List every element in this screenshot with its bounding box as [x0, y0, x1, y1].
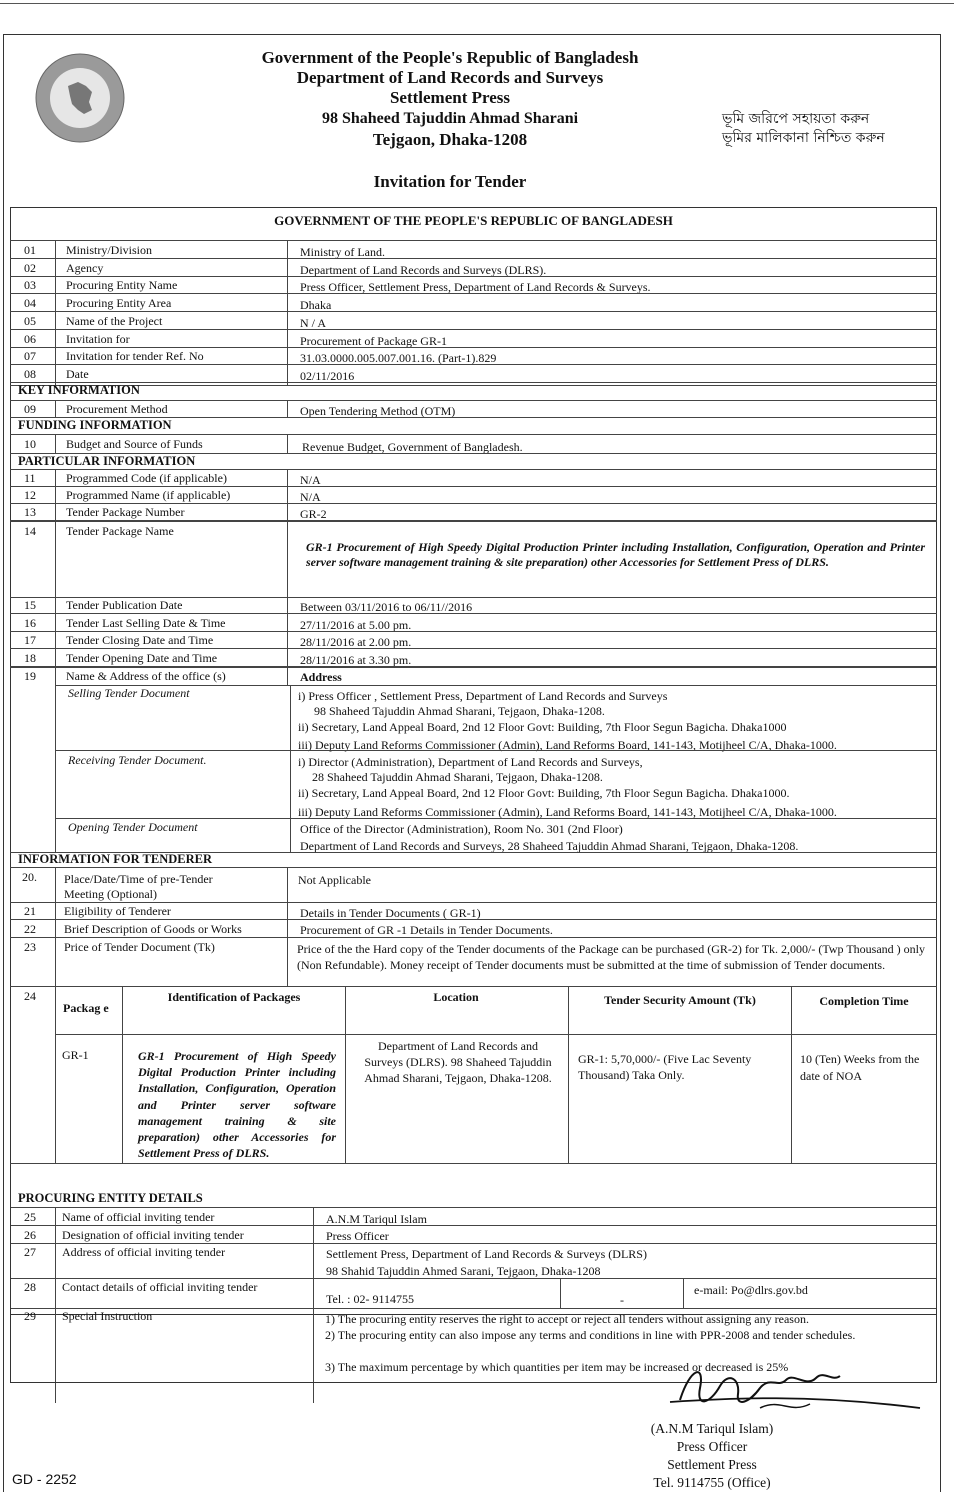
rows_part-label: Programmed Name (if applicable) [66, 488, 231, 502]
signatory-tel: Tel. 9114755 (Office) [653, 1475, 771, 1490]
section-procuring-entity-details: PROCURING ENTITY DETAILS [18, 1191, 203, 1205]
rows_top-no: 08 [24, 366, 36, 381]
rows_dates-no: 17 [24, 633, 36, 647]
selling-line: iii) Deputy Land Reforms Commissioner (Admin), Land Reforms Board, 141-143, Motijheel C/A, Dhaka-1000. [298, 738, 837, 752]
rows_top-label: Procuring Entity Area [66, 296, 172, 311]
header-line-3: Settlement Press [389, 88, 511, 107]
row-26-label: Designation of official inviting tender [62, 1228, 244, 1242]
rows_top-no: 07 [24, 349, 36, 364]
rows_top-label: Name of the Project [66, 313, 163, 328]
row-23-no: 23 [24, 940, 36, 954]
rows_dates-no: 15 [24, 598, 36, 612]
rows_top-value: Ministry of Land. [300, 245, 385, 259]
row-21-value: Details in Tender Documents ( GR-1) [300, 906, 481, 920]
row-27-label: Address of official inviting tender [62, 1245, 226, 1259]
header-line-2: Department of Land Records and Surveys [296, 68, 604, 87]
row-28-label: Contact details of official inviting tender [62, 1280, 258, 1294]
signatory-name: (A.N.M Tariqul Islam) [650, 1421, 774, 1436]
row-09-no: 09 [24, 402, 36, 416]
receiving-line: 28 Shaheed Tajuddin Ahmad Sharani, Tejgaon, Dhaka-1208. [312, 770, 603, 784]
identification-cell: GR-1 Procurement of High Speedy Digital Production Printer including Installation, Configuration, Operation and Printer server software management training & site preparation) other Accessories for Settlement Press of DLRS. [138, 1049, 336, 1161]
row-10-no: 10 [24, 437, 36, 451]
rows_top-label: Ministry/Division [66, 243, 153, 257]
rows_top-no: 02 [24, 260, 36, 275]
row-28-email: e-mail: Po@dlrs.gov.bd [694, 1283, 808, 1297]
rows_top-label: Invitation for [66, 331, 130, 346]
header-line-1: Government of the People's Republic of Bangladesh [261, 48, 639, 67]
rows_top-label: Procuring Entity Name [66, 278, 178, 293]
selling-line: 98 Shaheed Tajuddin Ahmad Sharani, Tejgaon, Dhaka-1208. [314, 704, 605, 718]
row-25-label: Name of official inviting tender [62, 1210, 215, 1224]
selling-line: ii) Secretary, Land Appeal Board, 2nd 12 Floor Govt: Building, 7th Floor Segun Bagicha. Dhaka1000 [298, 720, 787, 734]
row-29-no: 29 [24, 1309, 36, 1323]
row-28-dash: - [620, 1293, 624, 1307]
rows_top-value: 31.03.0000.005.007.001.16. (Part-1).829 [300, 351, 497, 366]
rows_top-value: Dhaka [300, 298, 332, 313]
rows_part-no: 11 [24, 471, 36, 485]
rows_top-value: Press Officer, Settlement Press, Department of Land Records & Surveys. [300, 280, 651, 295]
signature-icon [610, 1358, 940, 1424]
package-cell: GR-1 [62, 1048, 89, 1062]
rows_top-value: Procurement of Package GR-1 [300, 333, 447, 348]
rows_dates-value: 27/11/2016 at 5.00 pm. [300, 617, 412, 632]
opening-line: Office of the Director (Administration), Room No. 301 (2nd Floor) [300, 822, 623, 836]
rows_top-value: 02/11/2016 [300, 368, 355, 383]
signatory-office: Settlement Press [667, 1457, 757, 1472]
rows_top-value: N / A [300, 315, 327, 330]
completion-cell: 10 (Ten) Weeks from the date of NOA [800, 1052, 920, 1083]
row-29-label: Special Instruction [62, 1309, 153, 1323]
location-cell: Department of Land Records and Surveys (DLRS). 98 Shaheed Tajuddin Ahmad Sharani, Tejgaon, Dhaka-1208. [364, 1039, 552, 1085]
opening-line: Department of Land Records and Surveys, 28 Shaheed Tajuddin Ahmad Sharani, Tejgaon, Dhaka-1208. [300, 839, 799, 853]
rows_dates-label: Tender Last Selling Date & Time [66, 615, 226, 630]
rows_dates-label: Tender Closing Date and Time [66, 633, 214, 647]
row-09-value: Open Tendering Method (OTM) [300, 404, 456, 418]
rows_top-no: 04 [24, 296, 36, 311]
section-particular-information: PARTICULAR INFORMATION [18, 454, 196, 468]
receiving-label: Receiving Tender Document. [68, 753, 207, 767]
row-26-no: 26 [24, 1228, 36, 1242]
top-rule [0, 3, 954, 4]
row-22-label: Brief Description of Goods or Works [64, 922, 242, 936]
rows_dates-no: 16 [24, 615, 36, 630]
signatory-title: Press Officer [676, 1439, 748, 1454]
footer-code: GD - 2252 [12, 1471, 77, 1487]
row-21-label: Eligibility of Tenderer [64, 904, 171, 918]
row-24-no: 24 [24, 989, 36, 1003]
row-20-no: 20. [22, 870, 37, 884]
opening-label: Opening Tender Document [68, 820, 198, 834]
bangla-slogan-1: ভূমি জরিপে সহায়তা করুন [722, 111, 870, 127]
selling-label: Selling Tender Document [68, 686, 190, 700]
col-header-location: Location [433, 990, 479, 1004]
rows_part-value: N/A [300, 490, 321, 504]
row-27-value: 98 Shahid Tajuddin Ahmed Sarani, Tejgaon, Dhaka-1208 [326, 1264, 601, 1278]
rows_dates-label: Tender Opening Date and Time [66, 650, 218, 665]
row-21-no: 21 [24, 904, 36, 918]
row-20-value: Not Applicable [298, 873, 371, 887]
receiving-line: i) Director (Administration), Department of Land Records and Surveys, [298, 755, 643, 769]
rows_top-no: 01 [24, 243, 36, 257]
row-27-no: 27 [24, 1245, 36, 1259]
section-funding-information: FUNDING INFORMATION [18, 418, 172, 432]
section-key-information: KEY INFORMATION [18, 383, 140, 397]
row-25-value: A.N.M Tariqul Islam [326, 1212, 427, 1226]
instruction-item: 3) The maximum percentage by which quantities per item may be increased or decreased is 25% [325, 1360, 789, 1374]
row-22-no: 22 [24, 922, 36, 936]
col-header-identification: Identification of Packages [167, 990, 301, 1004]
row-09-label: Procurement Method [66, 402, 168, 416]
table-title: GOVERNMENT OF THE PEOPLE'S REPUBLIC OF BANGLADESH [274, 213, 673, 228]
rows_dates-no: 18 [24, 650, 36, 665]
rows_part-value: N/A [300, 473, 321, 487]
rows_top-label: Agency [66, 260, 104, 275]
row-20-label: Meeting (Optional) [64, 887, 157, 901]
instruction-item: 1) The procuring entity reserves the right to accept or reject all tenders without assigning any reason. [325, 1312, 809, 1326]
row-23-value: Price of the the Hard copy of the Tender documents of the Package can be purchased (GR-2) for Tk. 2,000/- (Twp Thousand ) only (Non Refundable). Money receipt of Tender documents must be submitted at the time of submission of Tender documents. [297, 942, 925, 972]
row-28-tel: Tel. : 02- 9114755 [326, 1292, 415, 1306]
row-14-label: Tender Package Name [66, 524, 174, 538]
rows_part-label: Tender Package Number [66, 505, 185, 519]
rows_top-no: 05 [24, 313, 36, 328]
rows_dates-label: Tender Publication Date [66, 598, 183, 612]
procuring-box [10, 1187, 937, 1383]
rows_dates-value: 28/11/2016 at 3.30 pm. [300, 652, 412, 667]
rows_part-value: GR-2 [300, 507, 327, 521]
header-line-4: 98 Shaheed Tajuddin Ahmad Sharani [321, 110, 579, 127]
rows_top-value: Department of Land Records and Surveys (DLRS). [300, 262, 547, 277]
rows_part-label: Programmed Code (if applicable) [66, 471, 227, 485]
row-27-value: Settlement Press, Department of Land Records & Surveys (DLRS) [326, 1247, 647, 1261]
row-19-label: Name & Address of the office (s) [66, 669, 226, 683]
row-14-no: 14 [24, 524, 36, 538]
security-cell: GR-1: 5,70,000/- (Five Lac Seventy Thousand) Taka Only. [578, 1052, 752, 1082]
bangla-slogan-2: ভূমির মালিকানা নিশ্চিত করুন [722, 130, 885, 146]
header-line-5: Tejgaon, Dhaka-1208 [372, 130, 528, 149]
rows_part-no: 12 [24, 488, 36, 502]
row-22-value: Procurement of GR -1 Details in Tender Documents. [300, 923, 553, 937]
row-23-label: Price of Tender Document (Tk) [64, 940, 215, 954]
rows_dates-value: Between 03/11/2016 to 06/11//2016 [300, 600, 473, 614]
row-10-label: Budget and Source of Funds [66, 437, 203, 451]
government-seal-icon [34, 52, 126, 144]
rows_top-no: 06 [24, 331, 36, 346]
row-19-address-heading: Address [300, 670, 342, 684]
instruction-item: 2) The procuring entity can also impose any terms and conditions in line with PPR-2008 and tender schedules. [325, 1328, 856, 1342]
col-header-package: Packag e [63, 1001, 109, 1015]
rows_top-label: Invitation for tender Ref. No [66, 349, 204, 364]
row-25-no: 25 [24, 1210, 36, 1224]
row-19-no: 19 [24, 669, 36, 683]
document-title: Invitation for Tender [373, 172, 527, 191]
col-header-completion: Completion Time [819, 994, 909, 1008]
section-information-for-tenderer: INFORMATION FOR TENDERER [18, 852, 212, 866]
row-10-value: Revenue Budget, Government of Bangladesh. [302, 440, 523, 454]
row-14-value: GR-1 Procurement of High Speedy Digital Production Printer including Installation, Configuration, Operation and Printer server software management training & site preparation) other Accessories for Settlement Press of DLRS. [306, 540, 925, 569]
row-28-no: 28 [24, 1280, 36, 1294]
rows_part-no: 13 [24, 505, 36, 519]
selling-line: i) Press Officer , Settlement Press, Department of Land Records and Surveys [298, 689, 668, 703]
rows_dates-value: 28/11/2016 at 2.00 pm. [300, 635, 412, 649]
rows_top-no: 03 [24, 278, 36, 293]
receiving-line: iii) Deputy Land Reforms Commissioner (Admin), Land Reforms Board, 141-143, Motijheel C/A, Dhaka-1000. [298, 805, 837, 819]
receiving-line: ii) Secretary, Land Appeal Board, 2nd 12 Floor Govt: Building, 7th Floor Segun Bagicha. Dhaka1000. [298, 786, 790, 800]
row-20-label: Place/Date/Time of pre-Tender [64, 872, 213, 886]
col-header-security: Tender Security Amount (Tk) [604, 993, 756, 1007]
rows_top-label: Date [66, 366, 89, 381]
row-26-value: Press Officer [326, 1229, 389, 1243]
